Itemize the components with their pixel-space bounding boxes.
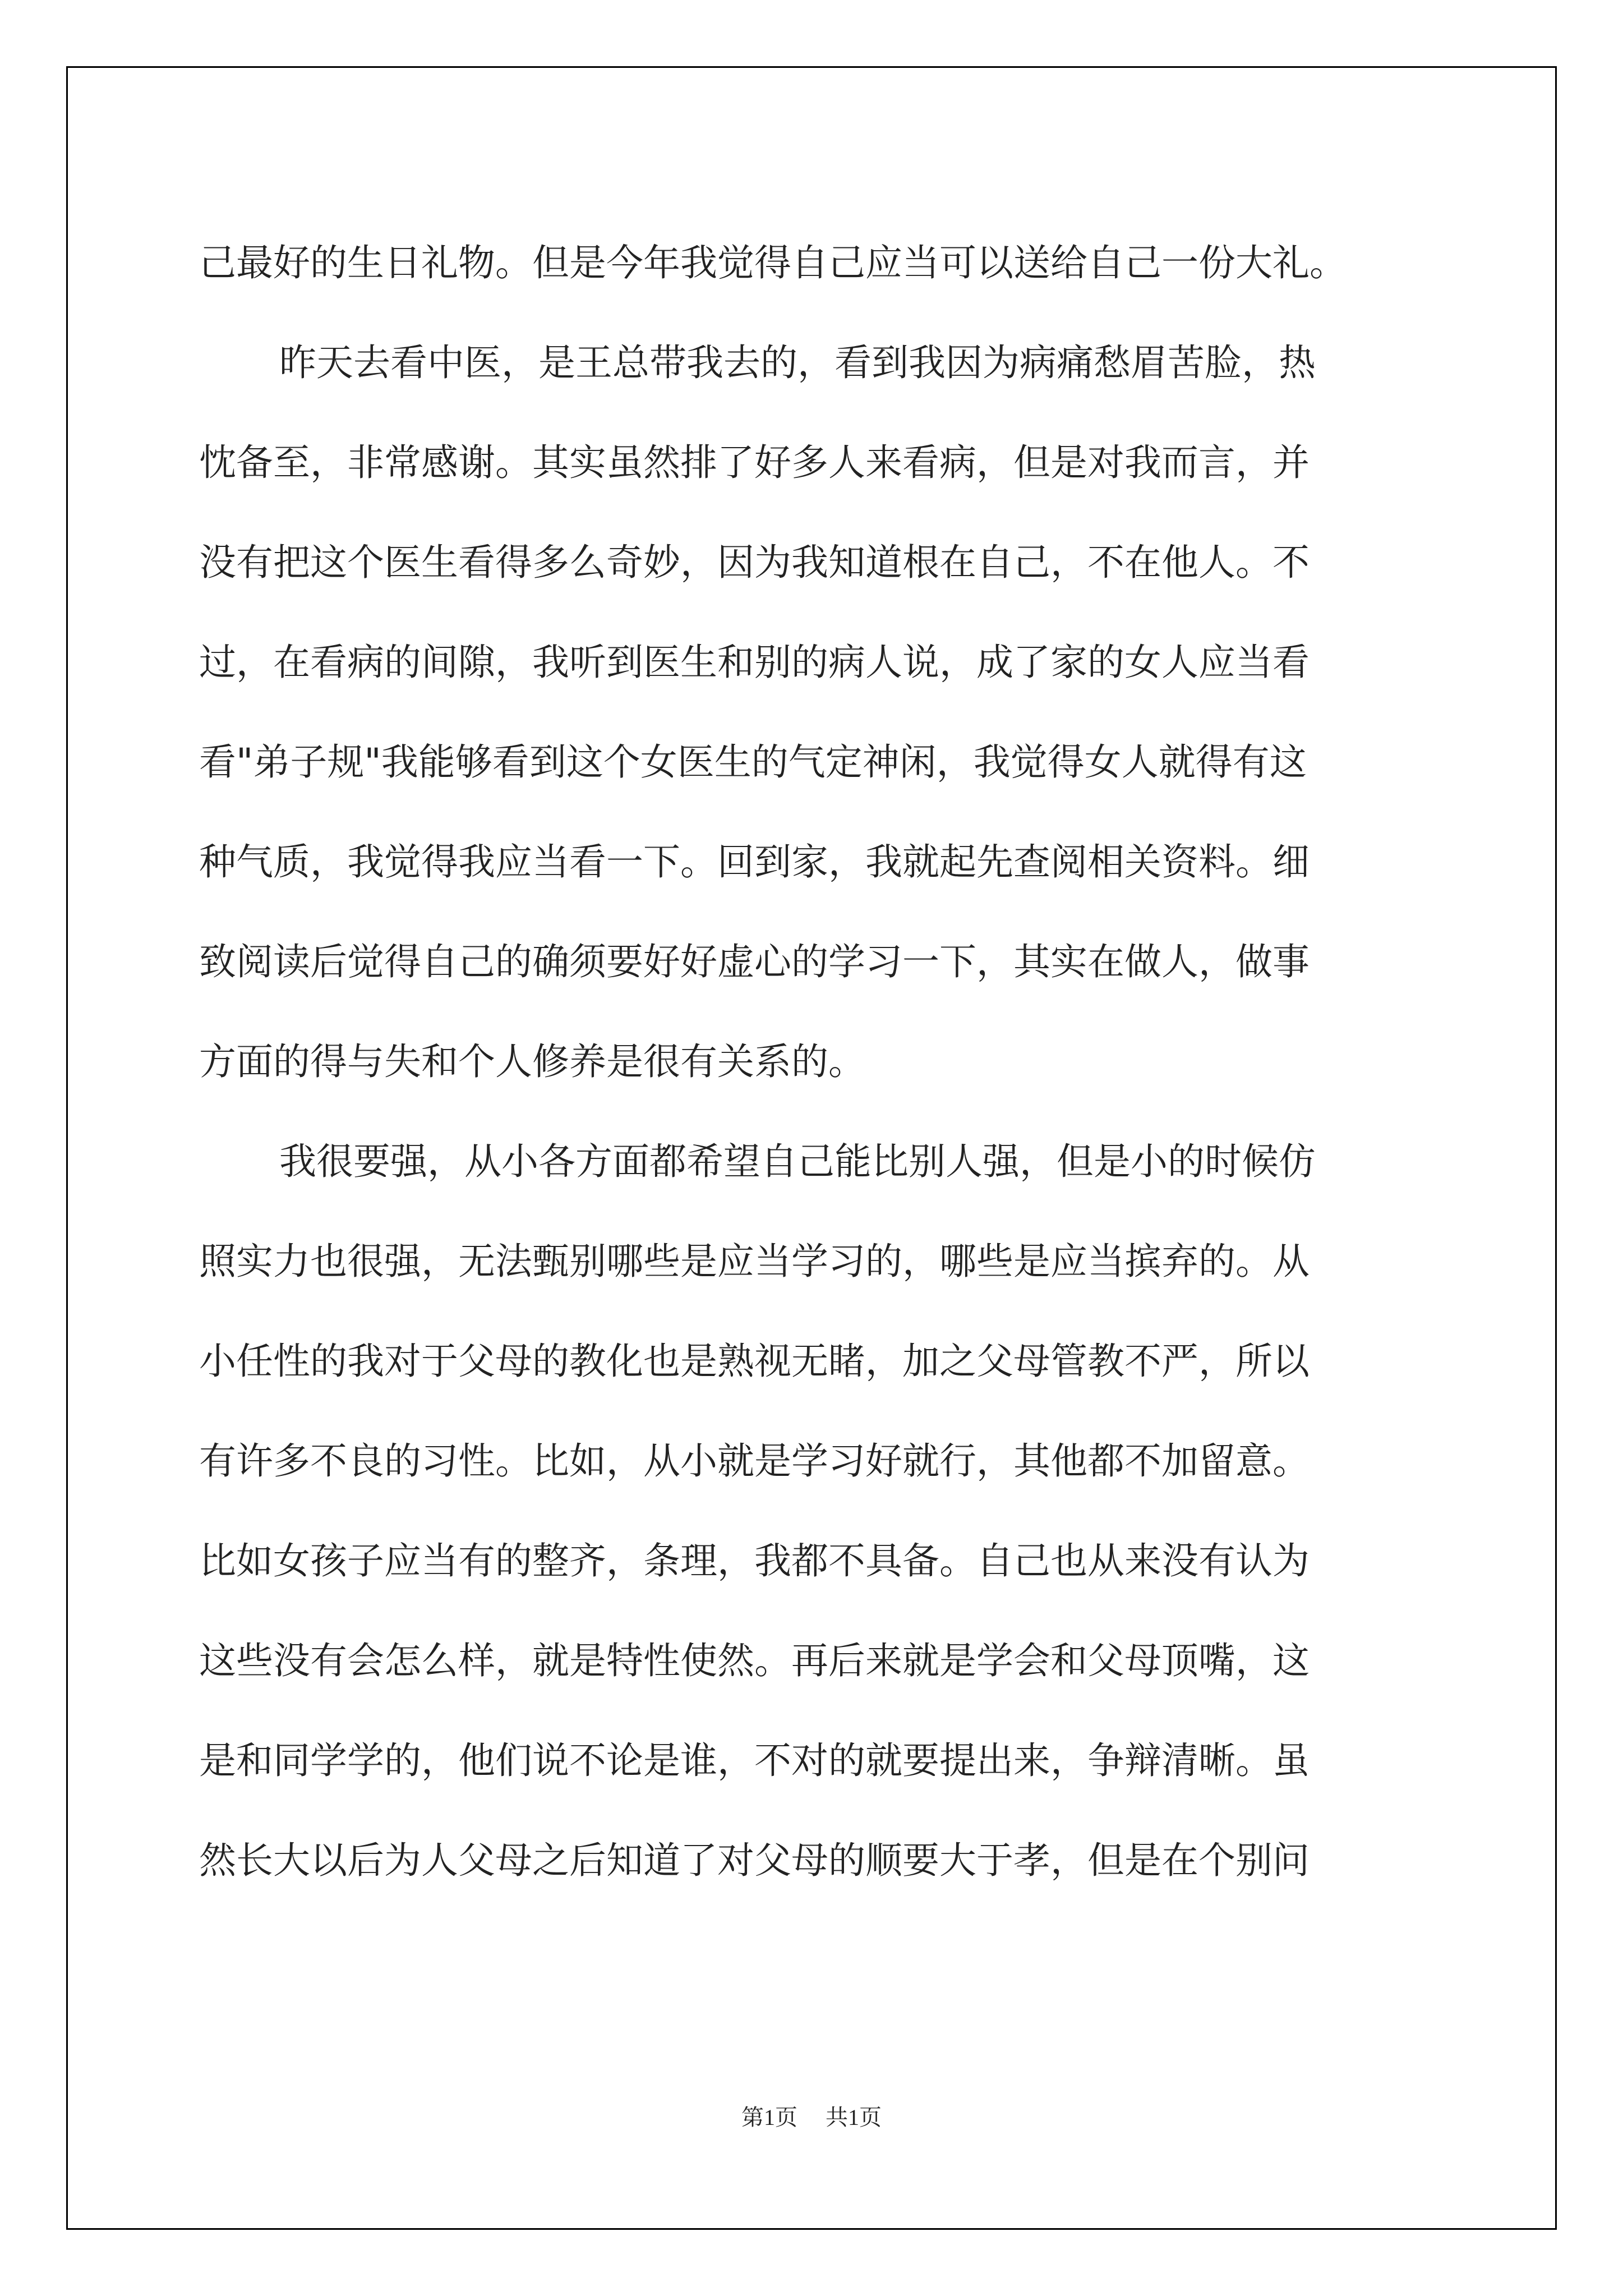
text-line: 己最好的生日礼物。但是今年我觉得自己应当可以送给自己一份大礼。 — [199, 241, 1347, 284]
text-line: 过，在看病的间隙，我听到医生和别的病人说，成了家的女人应当看 — [199, 641, 1310, 684]
text-line: 照实力也很强，无法甄别哪些是应当学习的，哪些是应当摈弃的。从 — [199, 1240, 1310, 1283]
text-line: 这些没有会怎么样，就是特性使然。再后来就是学会和父母顶嘴，这 — [199, 1639, 1310, 1682]
text-line: 昨天去看中医，是王总带我去的，看到我因为病痛愁眉苦脸，热 — [279, 341, 1316, 384]
text-line: 种气质，我觉得我应当看一下。回到家，我就起先查阅相关资料。细 — [199, 840, 1310, 884]
text-line: 比如女孩子应当有的整齐，条理，我都不具备。自己也从来没有认为 — [199, 1539, 1310, 1582]
page-number: 第1页 — [741, 2105, 797, 2130]
text-line: 小任性的我对于父母的教化也是熟视无睹，加之父母管教不严，所以 — [199, 1340, 1310, 1383]
text-line: 忱备至，非常感谢。其实虽然排了好多人来看病，但是对我而言，并 — [199, 441, 1310, 484]
text-line: 是和同学学的，他们说不论是谁，不对的就要提出来，争辩清晰。虽 — [199, 1739, 1310, 1782]
text-line: 有许多不良的习性。比如，从小就是学习好就行，其他都不加留意。 — [199, 1439, 1310, 1483]
text-line: 我很要强，从小各方面都希望自己能比别人强，但是小的时候仿 — [279, 1140, 1316, 1183]
text-line: 没有把这个医生看得多么奇妙，因为我知道根在自己，不在他人。不 — [199, 541, 1310, 584]
text-line: 然长大以后为人父母之后知道了对父母的顺要大于孝，但是在个别问 — [199, 1839, 1310, 1882]
text-line: 看"弟子规"我能够看到这个女医生的气定神闲，我觉得女人就得有这 — [199, 740, 1307, 784]
text-line: 方面的得与失和个人修养是很有关系的。 — [199, 1040, 865, 1083]
page-footer — [0, 2100, 1623, 2132]
page-total: 共1页 — [826, 2105, 882, 2130]
text-line: 致阅读后觉得自己的确须要好好虚心的学习一下，其实在做人，做事 — [199, 940, 1310, 983]
document-body — [199, 213, 1433, 1911]
